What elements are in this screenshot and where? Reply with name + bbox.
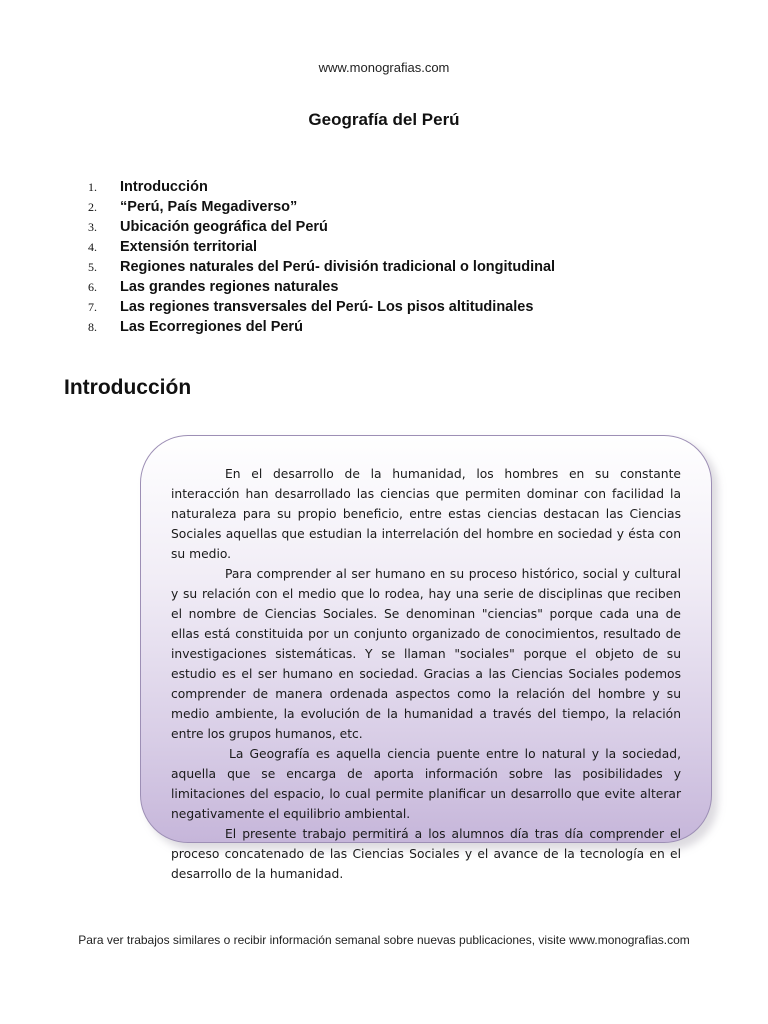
- body-paragraph: En el desarrollo de la humanidad, los hombres en su constante interacción han desarrollado las ciencias que permiten dominar con facilidad la naturaleza para su propio beneficio, entre estas ciencias destacan las Ciencias Sociales aquellas que estudian la interrelación del hombre en sociedad y ésta con su medio.: [171, 467, 681, 561]
- toc-item-number: 2.: [88, 200, 97, 214]
- introduction-body: [171, 464, 681, 884]
- toc-item-label: Las regiones transversales del Perú- Los pisos altitudinales: [120, 299, 534, 315]
- body-paragraph: El presente trabajo permitirá a los alumnos día tras día comprender el proceso concatenado de las Ciencias Sociales y el avance de la tecnología en el desarrollo de la humanidad.: [171, 827, 681, 881]
- toc-item: [88, 277, 555, 297]
- toc-item-number: 4.: [88, 240, 97, 254]
- toc-item: [88, 317, 555, 337]
- body-paragraph: Para comprender al ser humano en su proceso histórico, social y cultural y su relación con el medio que lo rodea, hay una serie de disciplinas que reciben el nombre de Ciencias Sociales. Se denominan "ciencias" porque cada una de ellas está constituida por un conjunto organizado de conocimientos, resultado de investigaciones sistemáticas. Y se llaman "sociales" porque el objeto de su estudio es el ser humano en sociedad. Gracias a las Ciencias Sociales podemos comprender de manera ordenada aspectos como la relación del hombre y su medio ambiente, la evolución de la humanidad a través del tiempo, la relación entre los grupos humanos, etc.: [171, 567, 681, 741]
- toc-item-label: Introducción: [120, 179, 208, 195]
- toc-item-number: 5.: [88, 260, 97, 274]
- toc-item-number: 8.: [88, 320, 97, 334]
- toc-item: [88, 297, 555, 317]
- toc-item: [88, 217, 555, 237]
- toc-item-label: Regiones naturales del Perú- división tradicional o longitudinal: [120, 259, 556, 275]
- toc-item-number: 6.: [88, 280, 97, 294]
- toc-item-number: 1.: [88, 180, 97, 194]
- toc-item-label: Ubicación geográfica del Perú: [120, 219, 328, 235]
- toc-item: [88, 197, 555, 217]
- toc-item: [88, 257, 555, 277]
- footer-note: Para ver trabajos similares o recibir información semanal sobre nuevas publicaciones, visite www.monografias.com: [78, 933, 690, 947]
- toc-item-label: Las Ecorregiones del Perú: [120, 319, 303, 335]
- toc-item-label: “Perú, País Megadiverso”: [120, 199, 298, 215]
- toc-item-number: 3.: [88, 220, 97, 234]
- table-of-contents: [88, 177, 555, 337]
- section-heading: Introducción: [64, 376, 192, 399]
- toc-item: [88, 177, 555, 197]
- site-url: www.monografias.com: [318, 60, 450, 75]
- document-title: Geografía del Perú: [308, 110, 460, 129]
- body-paragraph: La Geografía es aquella ciencia puente entre lo natural y la sociedad, aquella que se encarga de aporta información sobre las posibilidades y limitaciones del espacio, lo cual permite planificar un desarrollo que evite alterar negativamente el equilibrio ambiental.: [171, 747, 681, 821]
- toc-item: [88, 237, 555, 257]
- toc-item-number: 7.: [88, 300, 97, 314]
- toc-item-label: Extensión territorial: [120, 239, 257, 255]
- toc-item-label: Las grandes regiones naturales: [120, 279, 339, 295]
